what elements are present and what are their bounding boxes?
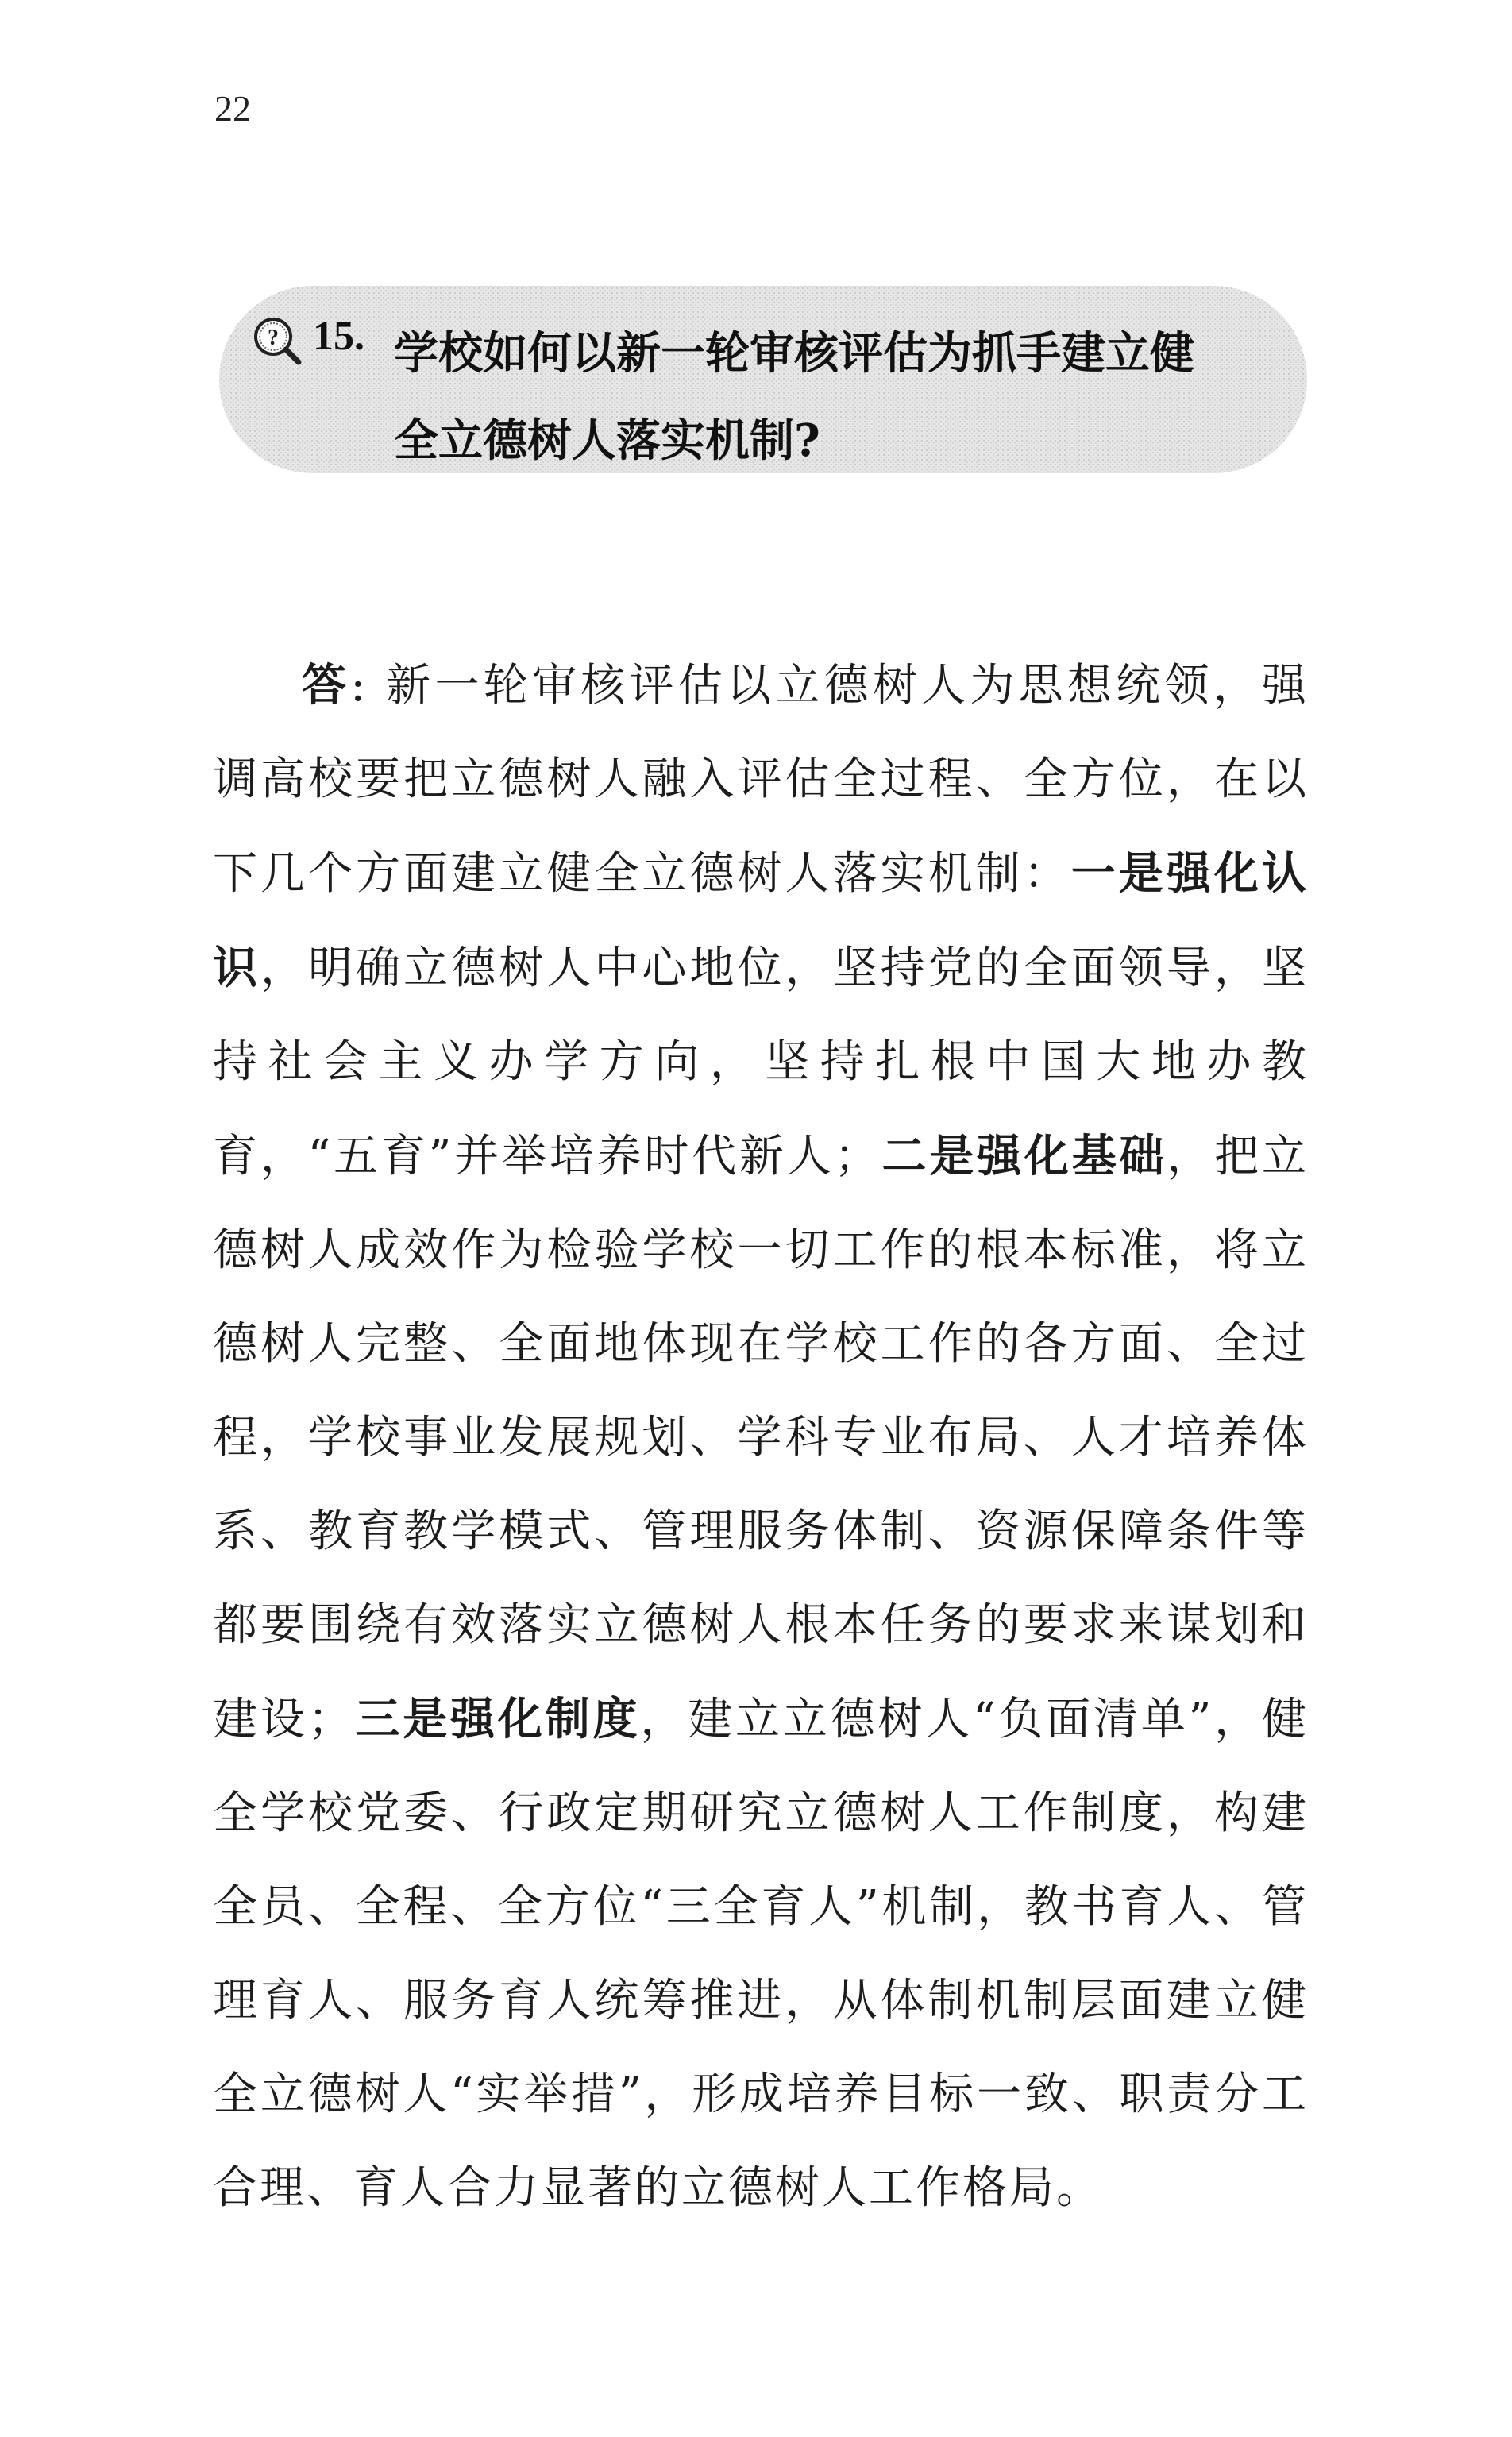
answer-text-4: ，建立立德树人“负面清单”，健全学校党委、行政定期研究立德树人工作制度，构建全员、全程、全方位“三全育人”机制，教书育人、管理育人、服务育人统筹推进，从体制机制层面建立健全立德树人“实举措”，形成培养目标一致、职责分工合理、育人合力显著的立德树人工作格局。 — [213, 1694, 1310, 2214]
page-number: 22 — [214, 88, 251, 129]
question-title-line2: 全立德树人落实机制? — [394, 415, 820, 467]
answer-point-1: 一是强化认识 — [213, 847, 1310, 994]
magnifier-question-icon — [251, 314, 303, 367]
answer-label: 答 — [302, 659, 351, 711]
answer-point-3: 三是强化制度 — [354, 1693, 641, 1745]
answer-text-1: 新一轮审核评估以立德树人为思想统领，强调高校要把立德树人融入评估全过程、全方位，在以下几个方面建立健全立德树人落实机制： — [213, 660, 1310, 900]
question-header — [219, 286, 1307, 473]
answer-text-2: ，明确立德树人中心地位，坚持党的全面领导，坚持社会主义办学方向，坚持扎根中国大地办教育，“五育”并举培养时代新人； — [213, 943, 1310, 1182]
svg-text:?: ? — [268, 326, 279, 350]
answer-point-2: 二是强化基础 — [881, 1130, 1167, 1182]
question-number: 15. — [313, 314, 364, 359]
answer-paragraph — [213, 638, 1309, 2235]
answer-text-3: ，把立德树人成效作为检验学校一切工作的根本标准，将立德树人完整、全面地体现在学校工作的各方面、全过程，学校事业发展规划、学科专业布局、人才培养体系、教育教学模式、管理服务体制、资源保障条件等都要围绕有效落实立德树人根本任务的要求来谋划和建设； — [213, 1131, 1310, 1745]
answer-colon: : — [350, 660, 387, 711]
question-title-line1: 学校如何以新一轮审核评估为抓手建立健 — [394, 327, 1194, 380]
question-title — [394, 310, 1283, 484]
